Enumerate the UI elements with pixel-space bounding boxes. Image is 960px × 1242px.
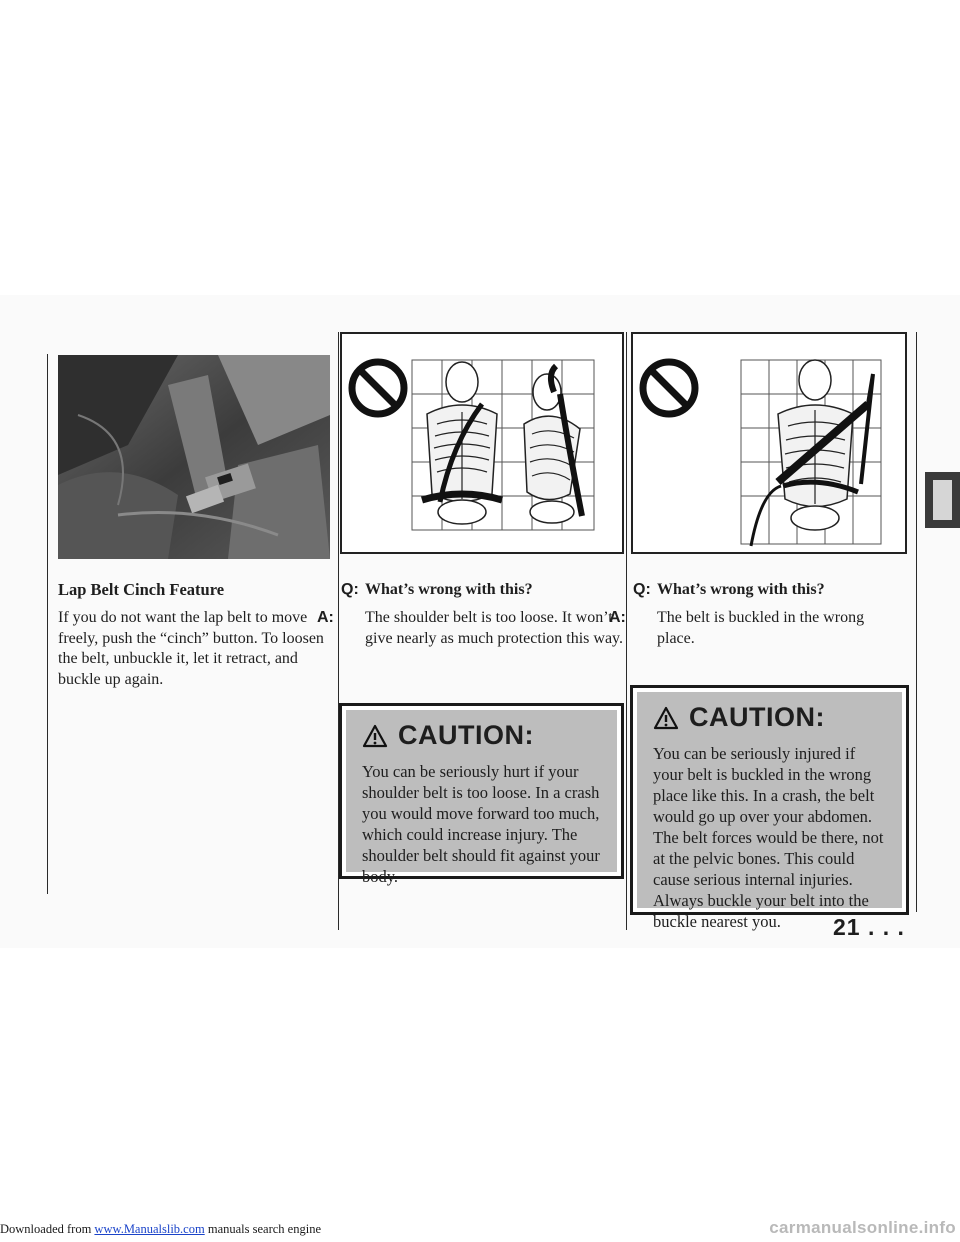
answer-text: The belt is buckled in the wrong place. xyxy=(657,609,865,647)
caution-body: You can be seriously hurt if your shoulder belt is too loose. In a crash you would move forward too much, which could increase injury. The shoulder belt should fit against your body. xyxy=(362,762,600,886)
column-rule-left xyxy=(47,354,48,894)
right-answer xyxy=(609,608,883,649)
caution-title: CAUTION: xyxy=(398,720,534,750)
lap-belt-cinch-body: If you do not want the lap belt to move freely, push the “cinch” button. To loosen the belt, unbuckle it, let it retract, and buckle up again. xyxy=(58,609,324,688)
column-rule-right xyxy=(626,332,627,930)
caution-body: You can be seriously injured if your belt is buckled in the wrong place like this. In a crash, the belt would go up over your abdomen. The belt forces would be there, not at the pelvic bones. This could cause serious internal injuries. Always buckle your belt into the buckle nearest you. xyxy=(653,744,884,931)
question-text: What’s wrong with this? xyxy=(365,581,533,598)
caution-title: CAUTION: xyxy=(689,702,825,732)
middle-caution-box xyxy=(339,703,624,886)
no-symbol-icon xyxy=(352,362,404,414)
question-tag: Q: xyxy=(341,581,359,598)
question-text: What’s wrong with this? xyxy=(657,581,825,598)
warning-triangle-icon xyxy=(653,706,679,730)
middle-question xyxy=(341,580,623,601)
column-rule-far-right xyxy=(916,332,917,912)
warning-triangle-icon xyxy=(362,724,388,748)
answer-tag: A: xyxy=(317,609,334,626)
manualslib-link[interactable]: www.Manualslib.com xyxy=(94,1222,205,1236)
loose-shoulder-belt-figure xyxy=(340,332,624,554)
answer-text: The shoulder belt is too loose. It won’t give nearly as much protection this way. xyxy=(365,609,623,647)
download-credit xyxy=(0,1222,321,1237)
wrong-buckle-figure xyxy=(631,332,907,554)
section-tab-marker xyxy=(925,472,960,528)
lap-belt-cinch-heading: Lap Belt Cinch Feature xyxy=(58,580,225,599)
right-question xyxy=(633,580,909,601)
page-number: 21 . . . xyxy=(833,914,905,940)
no-symbol-icon xyxy=(643,362,695,414)
seat-belt-buckle-photo xyxy=(58,355,330,559)
answer-tag: A: xyxy=(609,609,626,626)
download-suffix: manuals search engine xyxy=(204,1222,321,1236)
question-tag: Q: xyxy=(633,581,651,598)
download-prefix: Downloaded from xyxy=(0,1222,95,1236)
watermark-logo: carmanualsonline.info xyxy=(769,1218,956,1237)
middle-answer xyxy=(317,608,625,649)
